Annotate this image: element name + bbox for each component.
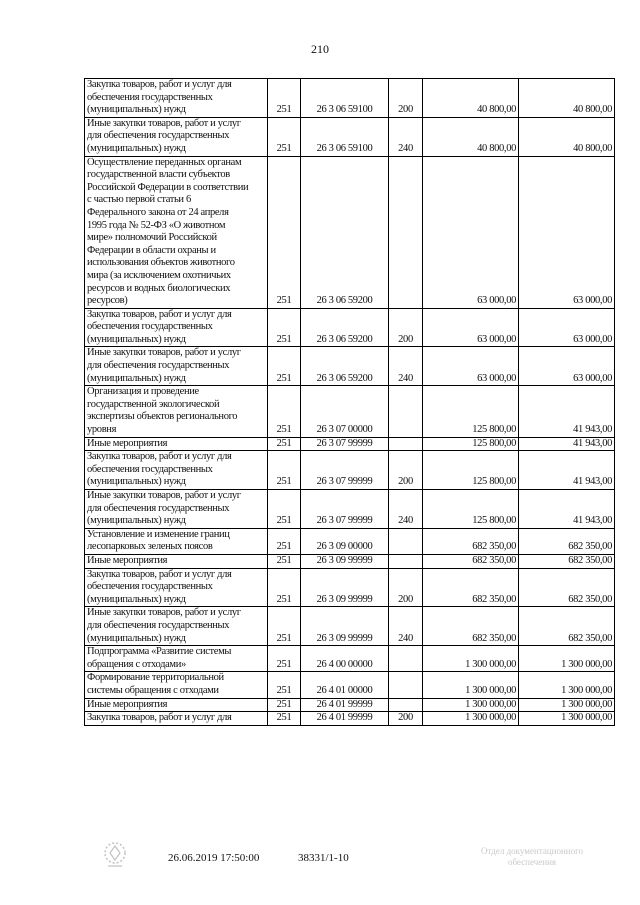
row-sum2-cell: 41 943,00 — [519, 451, 615, 490]
row-sum2-cell: 1 300 000,00 — [519, 646, 615, 672]
row-name-line: Федерального закона от 24 апреля — [87, 206, 229, 218]
row-vr-cell — [389, 554, 423, 568]
budget-table — [84, 78, 615, 726]
row-sum1-cell: 682 350,00 — [423, 607, 519, 646]
row-name-line: с частью первой статьи 6 — [87, 194, 191, 206]
table-row — [85, 79, 615, 118]
row-name-line: обеспечения государственных — [87, 321, 213, 333]
row-sum1-cell: 125 800,00 — [423, 451, 519, 490]
row-sum2-cell: 682 350,00 — [519, 528, 615, 554]
row-name-line: 1995 года № 52-ФЗ «О животном — [87, 219, 226, 231]
row-sum2-cell: 682 350,00 — [519, 568, 615, 607]
row-code-cell: 251 — [268, 712, 301, 726]
stamp-icon — [102, 840, 128, 870]
row-name-line: обеспечения государственных — [87, 581, 213, 593]
row-name-line: Иные мероприятия — [87, 554, 168, 566]
row-name-line: Подпрограмма «Развитие системы — [87, 646, 232, 658]
row-name-cell — [85, 490, 268, 529]
row-code-cell: 251 — [268, 490, 301, 529]
row-csr-cell: 26 3 06 59200 — [301, 156, 389, 308]
row-name-line: (муниципальных) нужд — [87, 593, 186, 605]
row-name-line: государственной власти субъектов — [87, 169, 230, 181]
row-name-line: уровня — [87, 424, 117, 436]
row-name-line: использования объектов животного — [87, 257, 235, 269]
row-vr-cell: 240 — [389, 490, 423, 529]
row-code-cell: 251 — [268, 568, 301, 607]
row-code-cell: 251 — [268, 672, 301, 698]
row-name-line: системы обращения с отходами — [87, 684, 219, 696]
row-name-cell — [85, 646, 268, 672]
row-name-line: обеспечения государственных — [87, 91, 213, 103]
row-sum1-cell: 1 300 000,00 — [423, 698, 519, 712]
row-sum1-cell: 63 000,00 — [423, 308, 519, 347]
row-csr-cell: 26 3 06 59100 — [301, 79, 389, 118]
row-sum2-cell: 1 300 000,00 — [519, 712, 615, 726]
row-code-cell: 251 — [268, 451, 301, 490]
row-csr-cell: 26 3 06 59200 — [301, 347, 389, 386]
row-sum1-cell: 125 800,00 — [423, 490, 519, 529]
row-vr-cell — [389, 437, 423, 451]
table-row — [85, 490, 615, 529]
watermark-line: обеспечения — [507, 857, 557, 867]
row-csr-cell: 26 4 01 99999 — [301, 698, 389, 712]
row-code-cell: 251 — [268, 117, 301, 156]
row-sum1-cell: 682 350,00 — [423, 528, 519, 554]
row-code-cell: 251 — [268, 156, 301, 308]
row-name-cell — [85, 451, 268, 490]
row-sum1-cell: 63 000,00 — [423, 347, 519, 386]
row-name-line: Закупка товаров, работ и услуг для — [87, 451, 232, 463]
row-code-cell: 251 — [268, 554, 301, 568]
row-csr-cell: 26 3 06 59100 — [301, 117, 389, 156]
row-sum2-cell: 63 000,00 — [519, 156, 615, 308]
table-row — [85, 156, 615, 308]
row-csr-cell: 26 3 07 00000 — [301, 386, 389, 437]
row-code-cell: 251 — [268, 607, 301, 646]
row-sum1-cell: 125 800,00 — [423, 386, 519, 437]
row-name-cell — [85, 698, 268, 712]
table-row — [85, 308, 615, 347]
table-row — [85, 528, 615, 554]
row-name-line: для обеспечения государственных — [87, 360, 230, 372]
row-vr-cell — [389, 156, 423, 308]
row-csr-cell: 26 3 09 99999 — [301, 607, 389, 646]
row-name-line: Закупка товаров, работ и услуг для — [87, 308, 232, 320]
row-code-cell: 251 — [268, 308, 301, 347]
table-row — [85, 554, 615, 568]
row-name-line: Формирование территориальной — [87, 672, 224, 684]
footer-date: 26.06.2019 17:50:00 — [168, 852, 260, 864]
row-vr-cell: 200 — [389, 451, 423, 490]
row-vr-cell: 200 — [389, 79, 423, 118]
row-vr-cell — [389, 528, 423, 554]
row-sum2-cell: 63 000,00 — [519, 308, 615, 347]
row-name-cell — [85, 347, 268, 386]
row-vr-cell — [389, 672, 423, 698]
row-vr-cell — [389, 386, 423, 437]
row-name-line: (муниципальных) нужд — [87, 333, 186, 345]
row-name-cell — [85, 528, 268, 554]
row-name-line: Осуществление переданных органам — [87, 156, 242, 168]
row-name-line: мире» полномочий Российской — [87, 232, 217, 244]
row-name-line: Закупка товаров, работ и услуг для — [87, 712, 232, 724]
row-sum2-cell: 682 350,00 — [519, 607, 615, 646]
row-name-line: (муниципальных) нужд — [87, 632, 186, 644]
row-name-line: Установление и изменение границ — [87, 528, 230, 540]
watermark-line: Отдел документационного — [480, 846, 584, 856]
table-row — [85, 568, 615, 607]
row-csr-cell: 26 3 09 99999 — [301, 568, 389, 607]
row-name-line: ресурсов) — [87, 295, 128, 307]
row-name-cell — [85, 437, 268, 451]
row-name-line: обеспечения государственных — [87, 463, 213, 475]
row-csr-cell: 26 3 07 99999 — [301, 451, 389, 490]
row-name-cell — [85, 568, 268, 607]
row-vr-cell — [389, 646, 423, 672]
row-sum1-cell: 682 350,00 — [423, 554, 519, 568]
row-name-line: для обеспечения государственных — [87, 502, 230, 514]
table-row — [85, 347, 615, 386]
row-vr-cell — [389, 698, 423, 712]
row-name-line: государственной экологической — [87, 398, 220, 410]
row-sum2-cell: 41 943,00 — [519, 437, 615, 451]
row-csr-cell: 26 3 09 99999 — [301, 554, 389, 568]
row-csr-cell: 26 3 07 99999 — [301, 437, 389, 451]
row-name-line: Федерации в области охраны и — [87, 244, 216, 256]
table-row — [85, 698, 615, 712]
row-name-cell — [85, 156, 268, 308]
table-row — [85, 672, 615, 698]
table-row — [85, 117, 615, 156]
row-name-line: Закупка товаров, работ и услуг для — [87, 568, 232, 580]
row-name-cell — [85, 117, 268, 156]
row-vr-cell: 200 — [389, 712, 423, 726]
watermark — [452, 846, 612, 868]
page-number: 210 — [311, 42, 329, 56]
row-sum1-cell: 125 800,00 — [423, 437, 519, 451]
row-name-line: Организация и проведение — [87, 386, 199, 398]
row-code-cell: 251 — [268, 386, 301, 437]
row-name-line: Иные закупки товаров, работ и услуг — [87, 607, 241, 619]
row-vr-cell: 240 — [389, 117, 423, 156]
row-name-line: ресурсов и водных биологических — [87, 282, 231, 294]
row-name-line: Иные мероприятия — [87, 698, 168, 710]
row-name-line: мира (за исключением охотничьих — [87, 269, 231, 281]
row-name-line: для обеспечения государственных — [87, 619, 230, 631]
row-sum2-cell: 41 943,00 — [519, 490, 615, 529]
row-csr-cell: 26 4 01 00000 — [301, 672, 389, 698]
row-name-line: Иные закупки товаров, работ и услуг — [87, 347, 241, 359]
row-sum1-cell: 1 300 000,00 — [423, 672, 519, 698]
row-name-line: (муниципальных) нужд — [87, 476, 186, 488]
row-sum1-cell: 63 000,00 — [423, 156, 519, 308]
row-sum1-cell: 1 300 000,00 — [423, 646, 519, 672]
row-vr-cell: 240 — [389, 347, 423, 386]
row-name-cell — [85, 386, 268, 437]
row-name-line: лесопарковых зеленых поясов — [87, 541, 213, 553]
row-vr-cell: 200 — [389, 308, 423, 347]
row-csr-cell: 26 4 01 99999 — [301, 712, 389, 726]
row-code-cell: 251 — [268, 347, 301, 386]
row-code-cell: 251 — [268, 698, 301, 712]
row-vr-cell: 240 — [389, 607, 423, 646]
table-row — [85, 607, 615, 646]
row-code-cell: 251 — [268, 528, 301, 554]
row-name-cell — [85, 607, 268, 646]
row-name-line: Иные закупки товаров, работ и услуг — [87, 490, 241, 501]
row-csr-cell: 26 4 00 00000 — [301, 646, 389, 672]
row-name-line: (муниципальных) нужд — [87, 104, 186, 116]
table-row — [85, 646, 615, 672]
row-name-line: экспертизы объектов регионального — [87, 411, 238, 423]
table-row — [85, 437, 615, 451]
row-csr-cell: 26 3 09 00000 — [301, 528, 389, 554]
row-name-line: обращения с отходами» — [87, 658, 186, 670]
row-name-line: (муниципальных) нужд — [87, 515, 186, 527]
row-name-cell — [85, 79, 268, 118]
row-sum2-cell: 63 000,00 — [519, 347, 615, 386]
row-name-line: Закупка товаров, работ и услуг для — [87, 79, 232, 90]
row-name-line: Иные мероприятия — [87, 437, 168, 449]
row-name-line: (муниципальных) нужд — [87, 142, 186, 154]
row-code-cell: 251 — [268, 646, 301, 672]
row-sum2-cell: 1 300 000,00 — [519, 698, 615, 712]
row-sum1-cell: 40 800,00 — [423, 79, 519, 118]
row-sum1-cell: 40 800,00 — [423, 117, 519, 156]
row-name-cell — [85, 554, 268, 568]
row-code-cell: 251 — [268, 79, 301, 118]
row-sum2-cell: 682 350,00 — [519, 554, 615, 568]
budget-table-body — [85, 79, 615, 726]
row-vr-cell: 200 — [389, 568, 423, 607]
row-sum1-cell: 1 300 000,00 — [423, 712, 519, 726]
row-sum2-cell: 40 800,00 — [519, 117, 615, 156]
row-csr-cell: 26 3 06 59200 — [301, 308, 389, 347]
table-row — [85, 386, 615, 437]
row-sum2-cell: 1 300 000,00 — [519, 672, 615, 698]
row-sum2-cell: 41 943,00 — [519, 386, 615, 437]
row-name-cell — [85, 712, 268, 726]
row-name-line: для обеспечения государственных — [87, 130, 230, 142]
row-name-line: Российской Федерации в соответствии — [87, 181, 249, 193]
row-sum2-cell: 40 800,00 — [519, 79, 615, 118]
row-name-line: Иные закупки товаров, работ и услуг — [87, 117, 241, 129]
row-sum1-cell: 682 350,00 — [423, 568, 519, 607]
row-name-cell — [85, 308, 268, 347]
row-csr-cell: 26 3 07 99999 — [301, 490, 389, 529]
table-row — [85, 712, 615, 726]
footer-document-code: 38331/1-10 — [298, 852, 349, 864]
row-name-cell — [85, 672, 268, 698]
row-name-line: (муниципальных) нужд — [87, 372, 186, 384]
row-code-cell: 251 — [268, 437, 301, 451]
table-row — [85, 451, 615, 490]
